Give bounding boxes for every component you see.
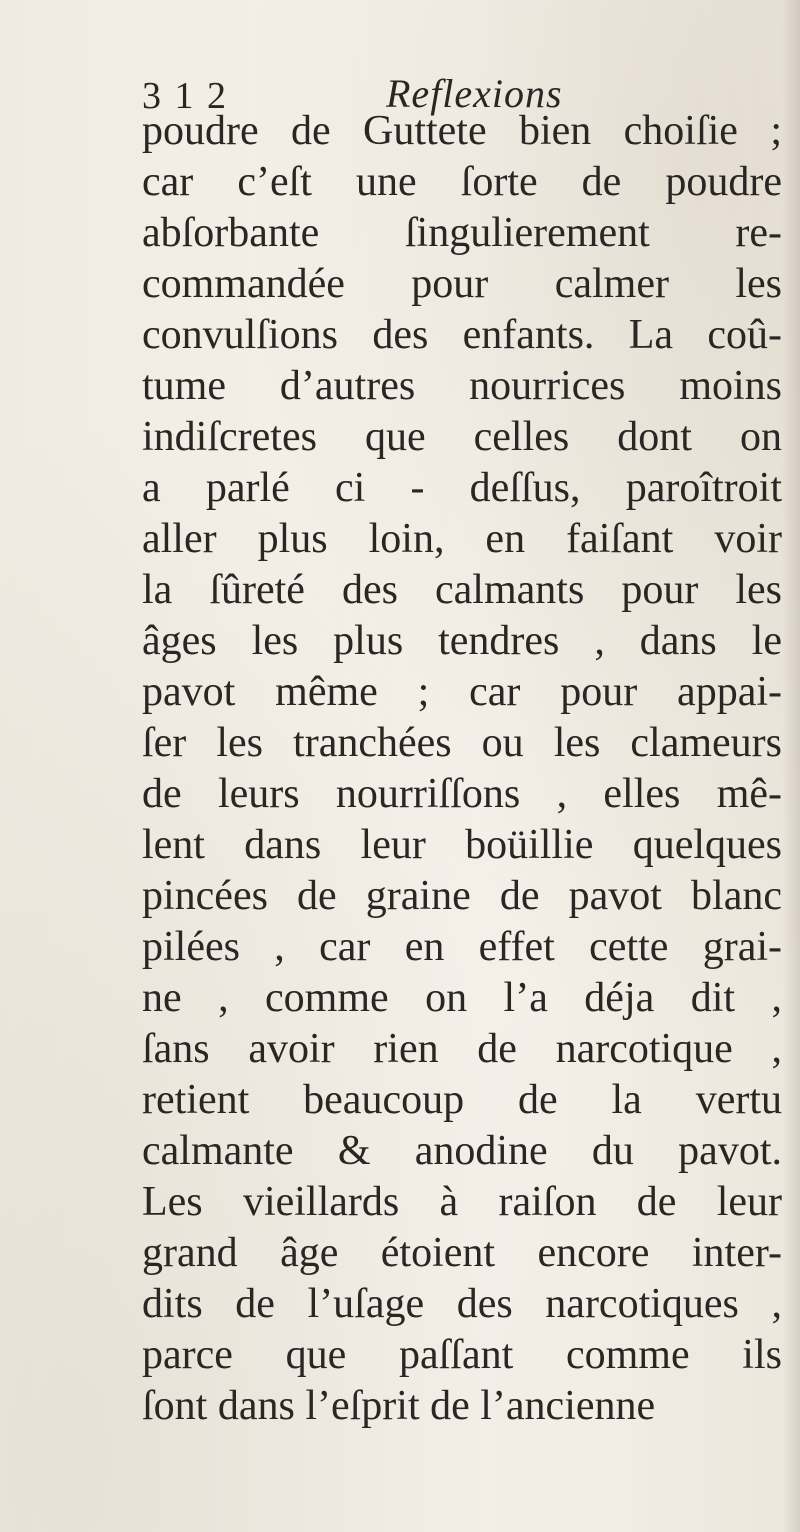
text-line: ſans avoir rien de narcotique , bbox=[142, 1026, 782, 1072]
text-line: indiſcretes que celles dont on bbox=[142, 414, 782, 460]
text-line: abſorbante ſingulierement re- bbox=[142, 210, 782, 256]
text-line: commandée pour calmer les bbox=[142, 261, 782, 307]
text-line: pavot même ; car pour appai- bbox=[142, 669, 782, 715]
text-line: ſont dans l’eſprit de l’ancienne bbox=[142, 1383, 656, 1429]
text-line: dits de l’uſage des narcotiques , bbox=[142, 1281, 782, 1327]
body-text bbox=[142, 106, 782, 1432]
text-line: car c’eſt une ſorte de poudre bbox=[142, 159, 782, 205]
text-line: pilées , car en effet cette grai- bbox=[142, 924, 782, 970]
text-line: pincées de graine de pavot blanc bbox=[142, 873, 782, 919]
running-head: Reflexions bbox=[386, 71, 563, 116]
text-line: convulſions des enfants. La coû- bbox=[142, 312, 782, 358]
text-line: lent dans leur boüillie quelques bbox=[142, 822, 782, 868]
text-line: ſer les tranchées ou les clameurs bbox=[142, 720, 782, 766]
text-line: grand âge étoient encore inter- bbox=[142, 1230, 782, 1276]
page-edge-shadow bbox=[782, 0, 800, 1532]
text-line: parce que paſſant comme ils bbox=[142, 1332, 782, 1378]
text-line: retient beaucoup de la vertu bbox=[142, 1077, 782, 1123]
text-line: âges les plus tendres , dans le bbox=[142, 618, 782, 664]
text-line: a parlé ci - deſſus, paroîtroit bbox=[142, 465, 782, 511]
text-line: tume d’autres nourrices moins bbox=[142, 363, 782, 409]
text-line: de leurs nourriſſons , elles mê- bbox=[142, 771, 782, 817]
text-line: calmante & anodine du pavot. bbox=[142, 1128, 782, 1174]
text-line: aller plus loin, en faiſant voir bbox=[142, 516, 782, 562]
text-line: poudre de Guttete bien choiſie ; bbox=[142, 108, 782, 154]
page-number: 3 1 2 bbox=[142, 75, 228, 117]
text-line: ne , comme on l’a déja dit , bbox=[142, 975, 782, 1021]
text-line: Les vieillards à raiſon de leur bbox=[142, 1179, 782, 1225]
text-line: la ſûreté des calmants pour les bbox=[142, 567, 782, 613]
